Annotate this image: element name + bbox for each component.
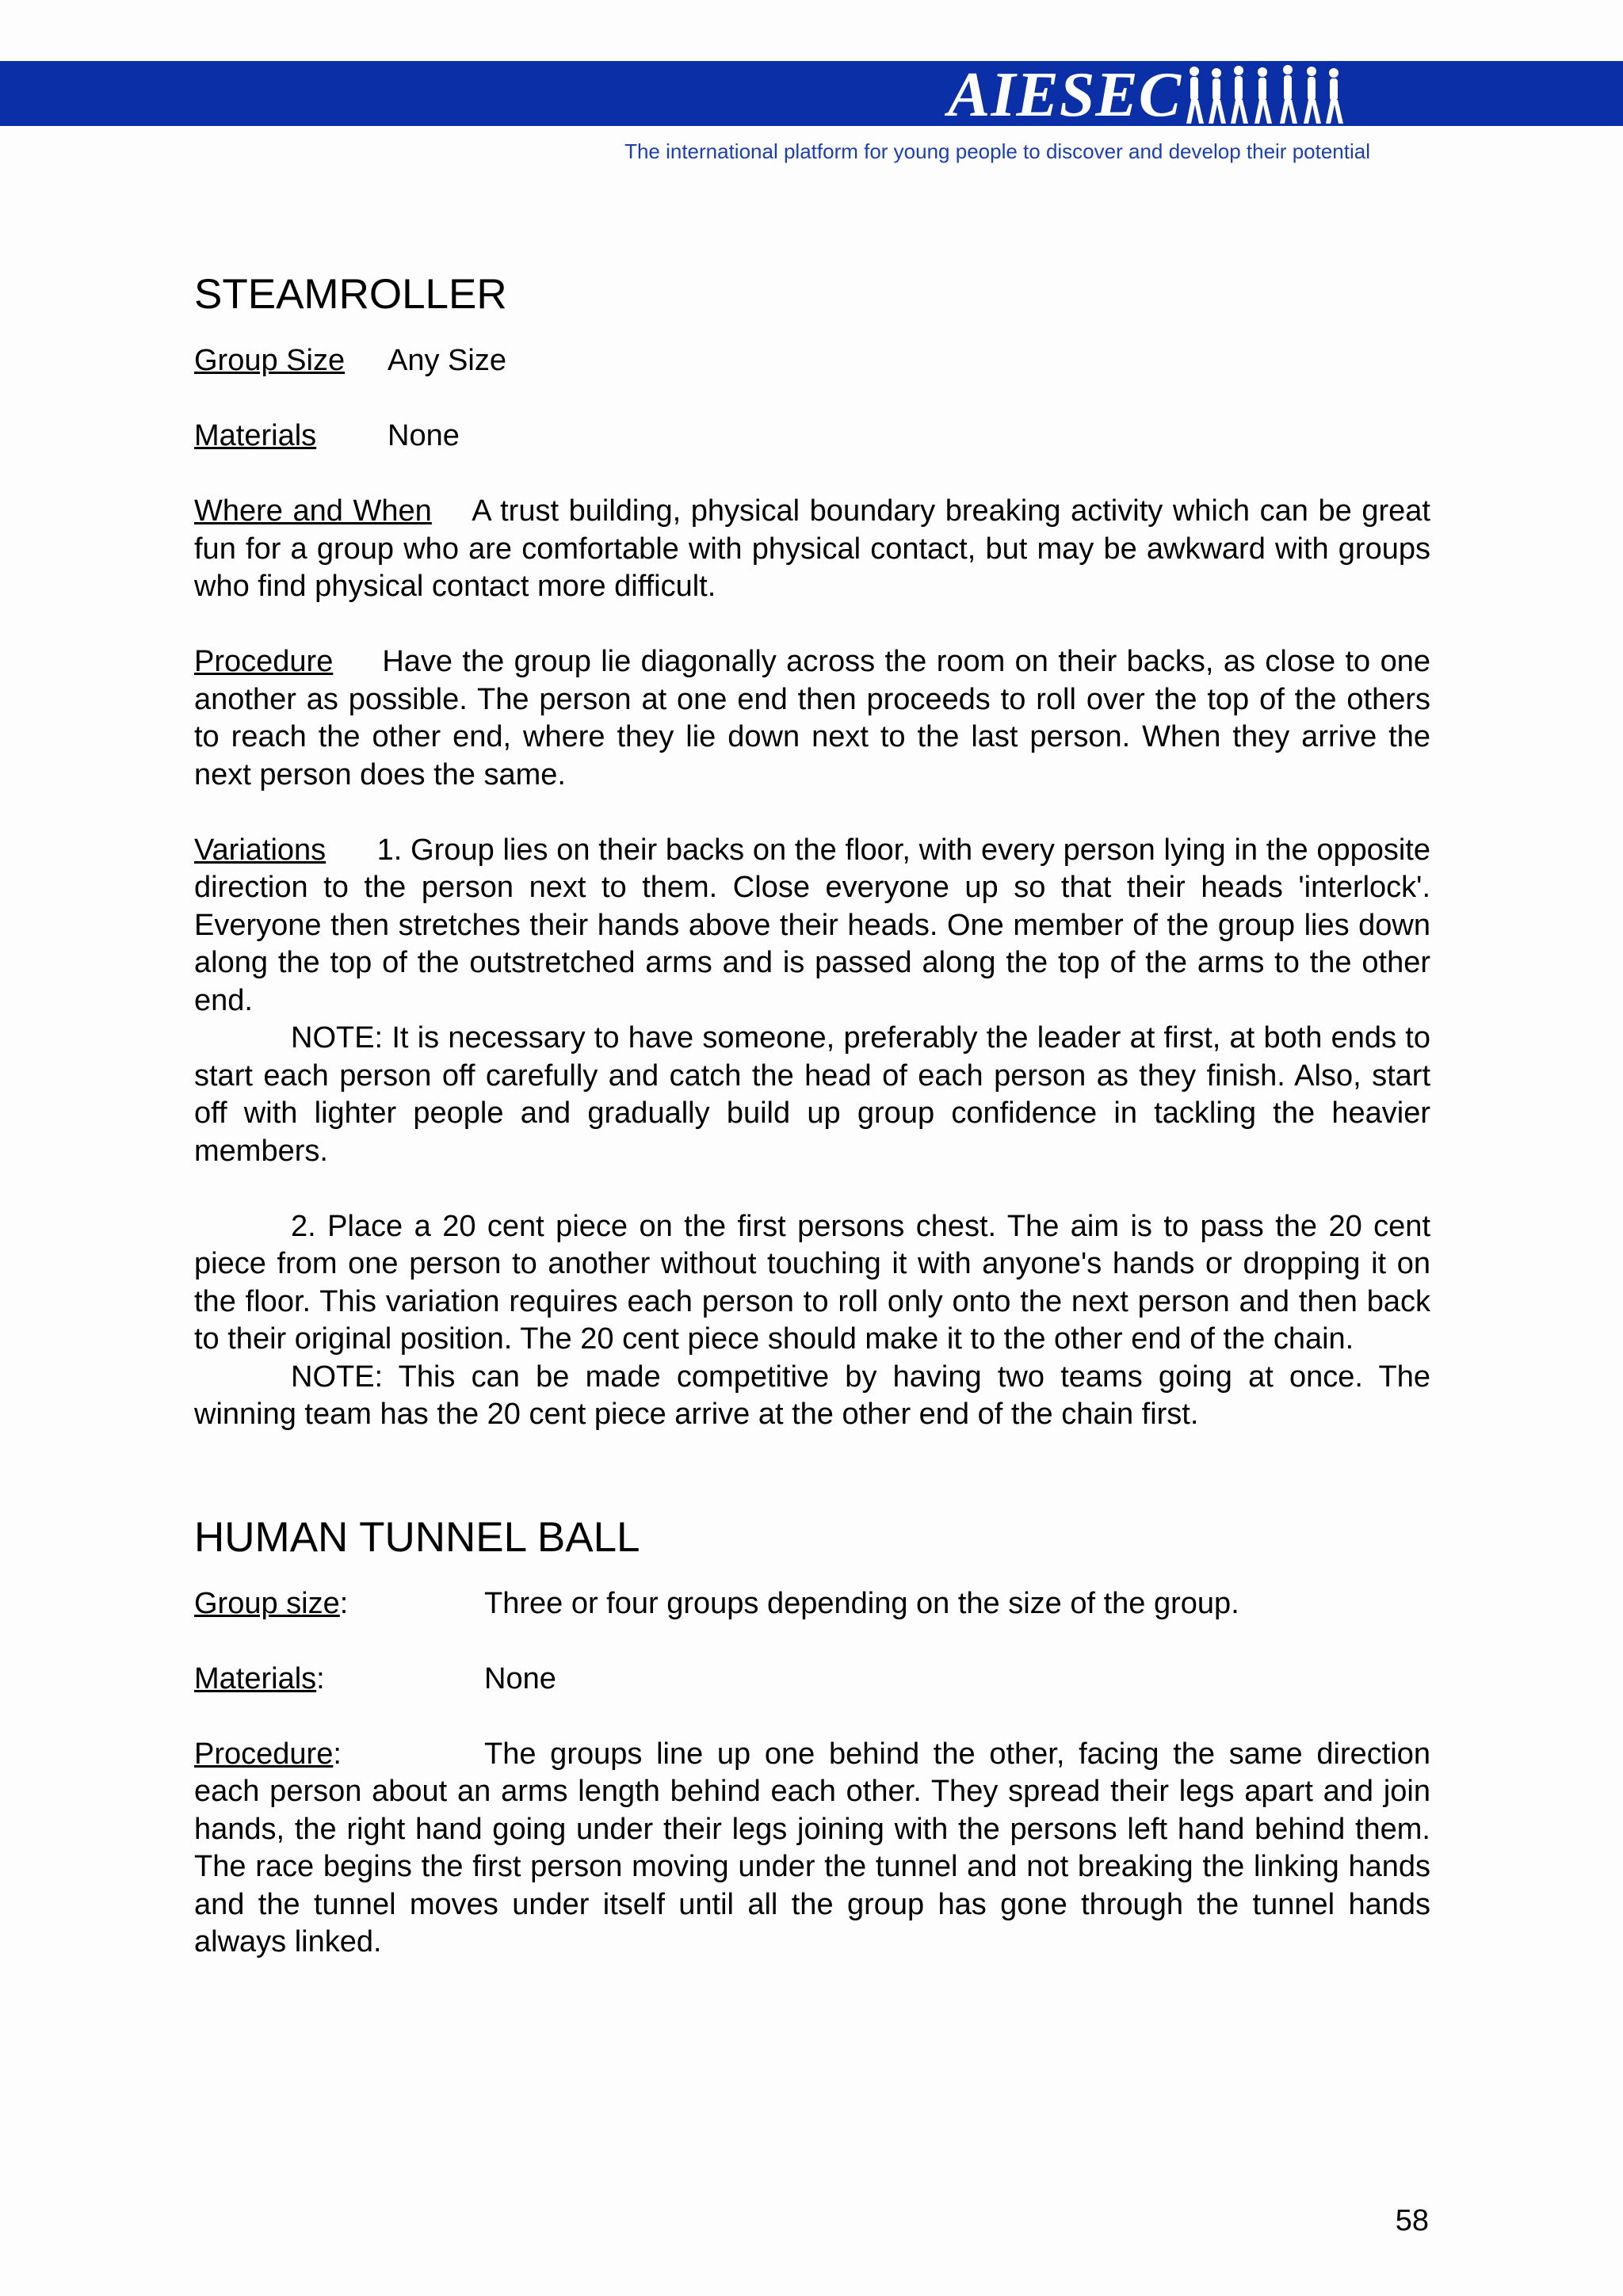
human-tunnel-title: HUMAN TUNNEL BALL <box>194 1513 640 1561</box>
variation-2-text: 2. Place a 20 cent piece on the first persons chest. The aim is to pass the 20 cent piece from one person to another without touching it with anyone's hands or dropping it on the floor. This variation requires each person to roll only onto the next person and then back to their original position. The 20 cent piece should make it to the other end of the chain. <box>194 1209 1430 1356</box>
walking-people-icon <box>1185 63 1343 125</box>
page-number: 58 <box>1395 2204 1429 2237</box>
page-content <box>194 266 1430 1962</box>
logo-wordmark: AIESEC <box>948 60 1182 130</box>
group-size-label: Group Size <box>194 344 346 377</box>
tunnel-materials-value: None <box>484 1661 556 1695</box>
tunnel-materials <box>194 1661 1430 1699</box>
variation-1-text: 1. Group lies on their backs on the floor, with every person lying in the opposite direction to the person next to them. Close everyone up so that their heads 'interlock'. Everyone then stretches their hands above their heads. One member of the group lies down along the top of the outstretched arms and is passed along the top of the arms to the other end. <box>194 833 1430 1017</box>
variation-2-note: NOTE: This can be made competitive by having two teams going at once. The winning team has the 20 cent piece arrive at the other end of the chain first. <box>194 1360 1430 1431</box>
materials-label: Materials <box>194 419 317 452</box>
variation-1-note: NOTE: It is necessary to have someone, preferably the leader at first, at both ends to start each person off carefully and catch the head of each person as they finish. Also, start off with lighter people and gradually build up group confidence in tackling the heavier members. <box>194 1021 1430 1168</box>
tunnel-procedure-label: Procedure: <box>194 1737 342 1771</box>
tunnel-group-size-label: Group size: <box>194 1586 349 1620</box>
steamroller-procedure <box>194 643 1430 794</box>
steamroller-materials <box>194 418 1430 456</box>
tunnel-group-size-value: Three or four groups depending on the size of the group. <box>484 1586 1239 1620</box>
where-when-text: A trust building, physical boundary breaking activity which can be great fun for a group who are comfortable with physical contact, but may be awkward with groups who find physical contact more difficult. <box>194 494 1430 603</box>
tunnel-materials-label: Materials: <box>194 1661 325 1695</box>
steamroller-where-when <box>194 493 1430 606</box>
steamroller-title: STEAMROLLER <box>194 271 507 318</box>
tunnel-procedure-text: The groups line up one behind the other, facing the same direction each person about an arms length behind each other. They spread their legs apart and join hands, the right hand going under their legs joining with the persons left hand behind them. The race begins the first person moving under the tunnel and not breaking the linking hands and the tunnel moves under itself until all the group has gone through the tunnel hands always linked. <box>194 1737 1430 1958</box>
procedure-text: Have the group lie diagonally across the room on their backs, as close to one another as possible. The person at one end then proceeds to roll over the top of the others to reach the other end, where they lie down next to the last person. When they arrive the next person does the same. <box>194 645 1430 791</box>
tunnel-group-size <box>194 1585 1430 1623</box>
materials-value: None <box>388 419 460 452</box>
variations-label: Variations <box>194 833 327 867</box>
where-when-label: Where and When <box>194 494 432 528</box>
aiesec-logo <box>948 59 1343 130</box>
header-bar <box>0 60 1623 130</box>
tagline: The international platform for young people to discover and develop their potential <box>624 139 1370 163</box>
procedure-label: Procedure <box>194 645 334 678</box>
steamroller-group-size <box>194 342 1430 380</box>
tunnel-procedure <box>194 1736 1430 1962</box>
group-size-value: Any Size <box>388 344 506 377</box>
steamroller-variation-1 <box>194 832 1430 1020</box>
